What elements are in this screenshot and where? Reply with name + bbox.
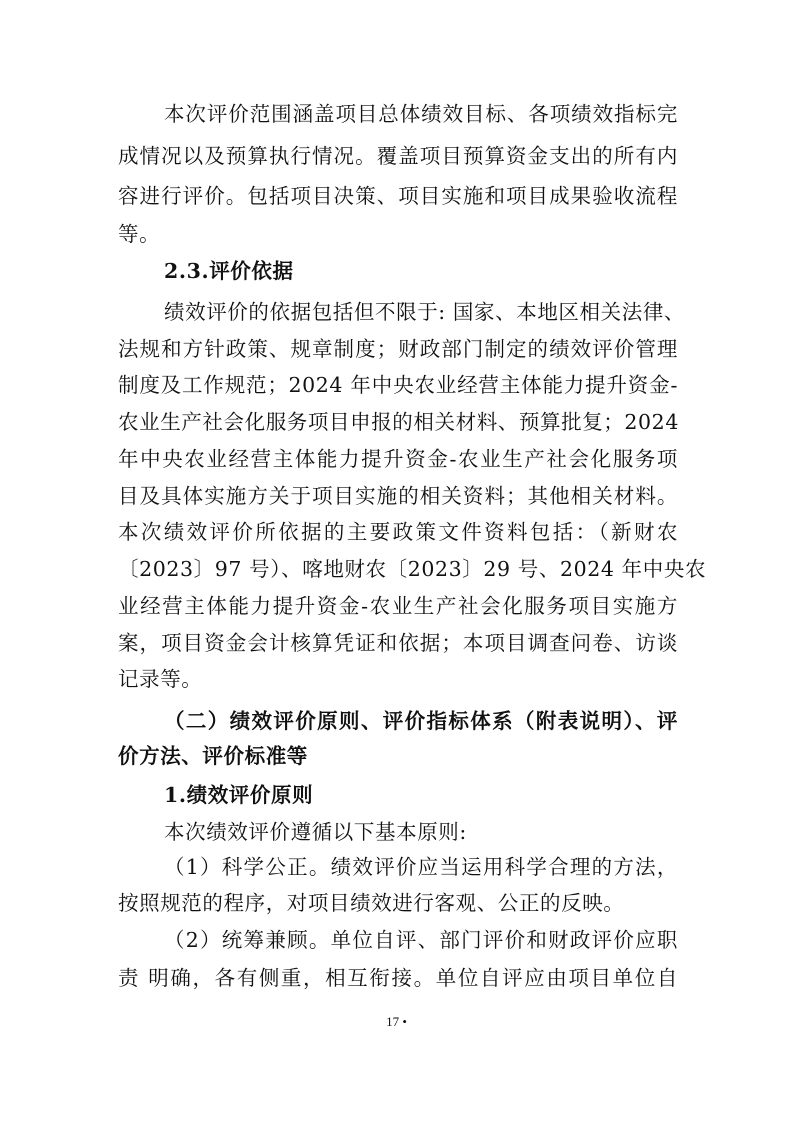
paragraph-basis-line-2: 法规和方针政策、规章制度；财政部门制定的绩效评价管理: [118, 337, 678, 361]
paragraph-scope-line-2: 成情况以及预算执行情况。覆盖项目预算资金支出的所有内: [118, 144, 678, 168]
paragraph-basis-line-7: 本次绩效评价所依据的主要政策文件资料包括：（新财农: [118, 520, 678, 544]
paragraph-principle-1-line-1: （1）科学公正。绩效评价应当运用科学合理的方法，: [164, 855, 678, 879]
paragraph-scope-line-1: 本次评价范围涵盖项目总体绩效目标、各项绩效指标完: [164, 102, 678, 126]
paragraph-basis-line-3: 制度及工作规范；2024 年中央农业经营主体能力提升资金-: [118, 373, 678, 397]
paragraph-basis-line-4: 农业生产社会化服务项目申报的相关材料、预算批复；2024: [118, 410, 679, 434]
section-heading-2-line-2: 价方法、评价标准等: [118, 744, 308, 768]
paragraph-principle-2-line-1: （2）统筹兼顾。单位自评、部门评价和财政评价应职: [164, 928, 678, 952]
paragraph-principle-2-line-2: 责 明确，各有侧重，相互衔接。单位自评应由项目单位自: [118, 966, 678, 990]
paragraph-scope-line-4: 等。: [118, 222, 161, 246]
paragraph-basis-line-1: 绩效评价的依据包括但不限于: 国家、本地区相关法律、: [164, 300, 686, 324]
paragraph-principle-1-line-2: 按照规范的程序，对项目绩效进行客观、公正的反映。: [118, 891, 625, 915]
paragraph-basis-line-10: 案，项目资金会计核算凭证和依据；本项目调查问卷、访谈: [118, 631, 678, 655]
paragraph-scope-line-3: 容进行评价。包括项目决策、项目实施和项目成果验收流程: [118, 184, 678, 208]
paragraph-principles-intro: 本次绩效评价遵循以下基本原则:: [164, 820, 467, 844]
paragraph-basis-line-11: 记录等。: [118, 667, 203, 691]
section-heading-2-3: 2.3.评价依据: [164, 259, 294, 283]
paragraph-basis-line-6: 目及具体实施方关于项目实施的相关资料；其他相关材料。: [118, 484, 678, 508]
subsection-heading-1: 1.绩效评价原则: [164, 783, 314, 807]
paragraph-basis-line-5: 年中央农业经营主体能力提升资金-农业生产社会化服务项: [118, 447, 678, 471]
section-heading-2-line-1: （二）绩效评价原则、评价指标体系（附表说明）、评: [164, 709, 678, 733]
paragraph-basis-line-9: 业经营主体能力提升资金-农业生产社会化服务项目实施方: [118, 594, 678, 618]
page-number: 17 •: [386, 1014, 407, 1029]
paragraph-basis-line-8: 〔2023〕97 号）、喀地财农〔2023〕29 号、2024 年中央农: [118, 557, 707, 581]
